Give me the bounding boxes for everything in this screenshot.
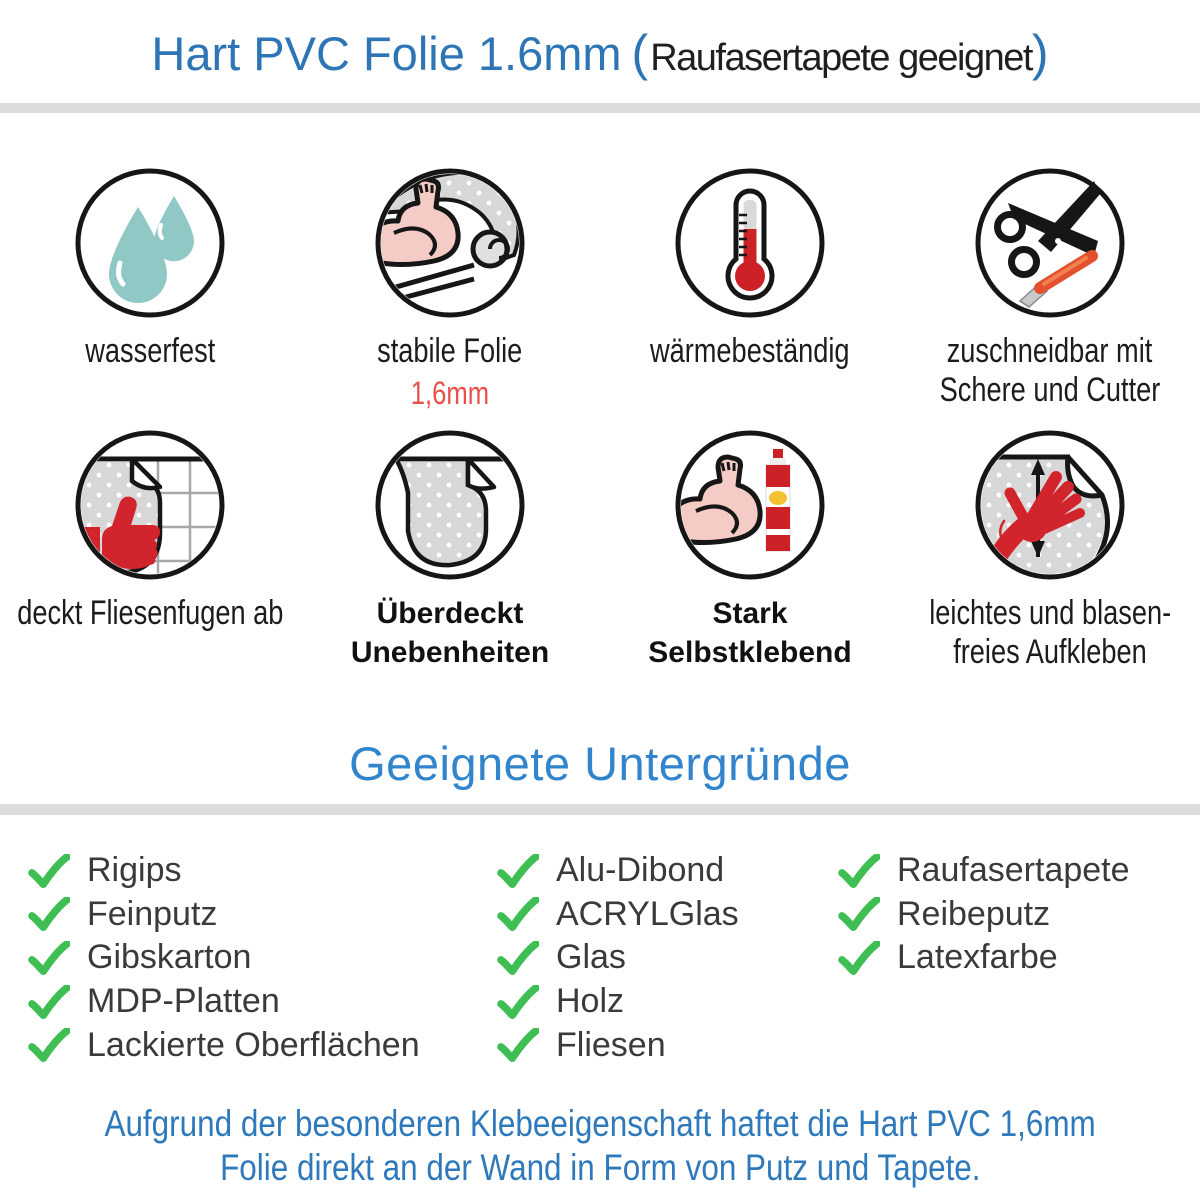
feature-label: [912, 332, 1188, 410]
feature-thickness-highlight: 1,6mm: [410, 375, 490, 412]
feature-label: [359, 332, 540, 371]
muscle-glue-tube-icon: [674, 429, 826, 581]
page-title: [0, 24, 1200, 82]
feature-label-line: deckt Fliesenfugen ab: [16, 594, 284, 632]
hand-smoothing-foil-icon: [974, 429, 1126, 581]
surface-item: [497, 893, 739, 937]
features-row-1: [0, 167, 1200, 412]
feature-label-line: wasserfest: [85, 332, 215, 370]
check-icon: [497, 897, 539, 931]
feature-label-line: wärmebeständig: [650, 332, 850, 370]
thumbs-up-tiles-icon: [74, 429, 226, 581]
feature-label-line: leichtes und blasen-: [929, 594, 1171, 632]
surface-label: Reibeputz: [897, 894, 1051, 933]
feature-stabile-folie: [359, 167, 540, 412]
surfaces-column-2: [497, 849, 739, 1067]
surface-label: Lackierte Oberflächen: [87, 1025, 420, 1064]
feature-zuschneidbar: [912, 167, 1188, 412]
surfaces-list: [0, 849, 1200, 1081]
feature-unebenheiten: [351, 429, 549, 672]
surface-item: [28, 849, 420, 893]
surface-item: [28, 936, 420, 980]
surface-label: Gibskarton: [87, 938, 252, 977]
water-drops-icon: [74, 167, 226, 319]
feature-label: [351, 594, 549, 672]
title-note: Raufasertapete geeignet: [650, 37, 1032, 79]
surface-item: [28, 980, 420, 1024]
feature-fliesenfugen: [0, 429, 316, 672]
feature-label: [69, 332, 232, 371]
surfaces-column-3: [838, 849, 1130, 980]
divider-top: [0, 103, 1200, 113]
surface-label: Latexfarbe: [897, 938, 1058, 977]
footer-line: Aufgrund der besonderen Klebeeigenschaft haftet die Hart PVC 1,6mm: [104, 1103, 1096, 1144]
check-icon: [28, 854, 70, 888]
surface-label: Raufasertapete: [897, 851, 1130, 890]
check-icon: [838, 897, 880, 931]
surfaces-heading: Geeignete Untergründe: [349, 737, 851, 790]
thermometer-icon: [674, 167, 826, 319]
feature-label: [625, 332, 874, 371]
feature-label-line: Überdeckt: [376, 597, 524, 630]
surface-label: ACRYLGlas: [556, 894, 739, 933]
features-row-2: [0, 429, 1200, 672]
muscle-foil-roll-icon: [374, 167, 526, 319]
feature-label-line: freies Aufkleben: [953, 633, 1147, 672]
title-main: Hart PVC Folie 1.6mm: [151, 27, 622, 80]
check-icon: [28, 941, 70, 975]
feature-wasserfest: [69, 167, 232, 412]
title-paren-close: ): [1031, 25, 1049, 81]
check-icon: [497, 1028, 539, 1062]
surface-label: Feinputz: [87, 894, 218, 933]
covering-foil-icon: [374, 429, 526, 581]
check-icon: [28, 897, 70, 931]
surface-label: Alu-Dibond: [556, 851, 725, 890]
surface-label: Rigips: [87, 851, 182, 890]
check-icon: [497, 985, 539, 1019]
check-icon: [497, 941, 539, 975]
surface-item: [28, 1023, 420, 1067]
surface-item: [838, 893, 1130, 937]
surfaces-column-1: [28, 849, 420, 1067]
check-icon: [838, 941, 880, 975]
surface-item: [838, 849, 1130, 893]
check-icon: [838, 854, 880, 888]
feature-label-line: Selbstklebend: [648, 636, 852, 669]
feature-label: [648, 594, 851, 672]
feature-label-line: zuschneidbar mit: [947, 332, 1153, 370]
feature-aufkleben: [899, 429, 1200, 672]
surface-item: [497, 849, 739, 893]
footer-note: [0, 1102, 1200, 1189]
surface-label: Glas: [556, 938, 626, 977]
check-icon: [497, 854, 539, 888]
feature-label-line: stabile Folie: [377, 332, 523, 370]
feature-waermebestaendig: [625, 167, 874, 412]
surface-item: [838, 936, 1130, 980]
surface-item: [497, 1023, 739, 1067]
surface-item: [497, 980, 739, 1024]
feature-label-line: Unebenheiten: [350, 636, 550, 669]
feature-label: [0, 594, 316, 633]
scissors-cutter-icon: [974, 167, 1126, 319]
title-paren-open: (: [631, 25, 649, 81]
feature-label-line: Schere und Cutter: [939, 371, 1161, 410]
surface-label: Holz: [556, 982, 625, 1021]
surface-item: [28, 893, 420, 937]
feature-label: [899, 594, 1200, 672]
check-icon: [28, 1028, 70, 1062]
surface-label: MDP-Platten: [87, 982, 280, 1021]
feature-selbstklebend: [648, 429, 851, 672]
surface-item: [497, 936, 739, 980]
divider-middle: [0, 804, 1200, 815]
surface-label: Fliesen: [556, 1025, 666, 1064]
check-icon: [28, 985, 70, 1019]
feature-label-line: Stark: [712, 597, 788, 630]
footer-line: Folie direkt an der Wand in Form von Putz und Tapete.: [219, 1146, 981, 1188]
